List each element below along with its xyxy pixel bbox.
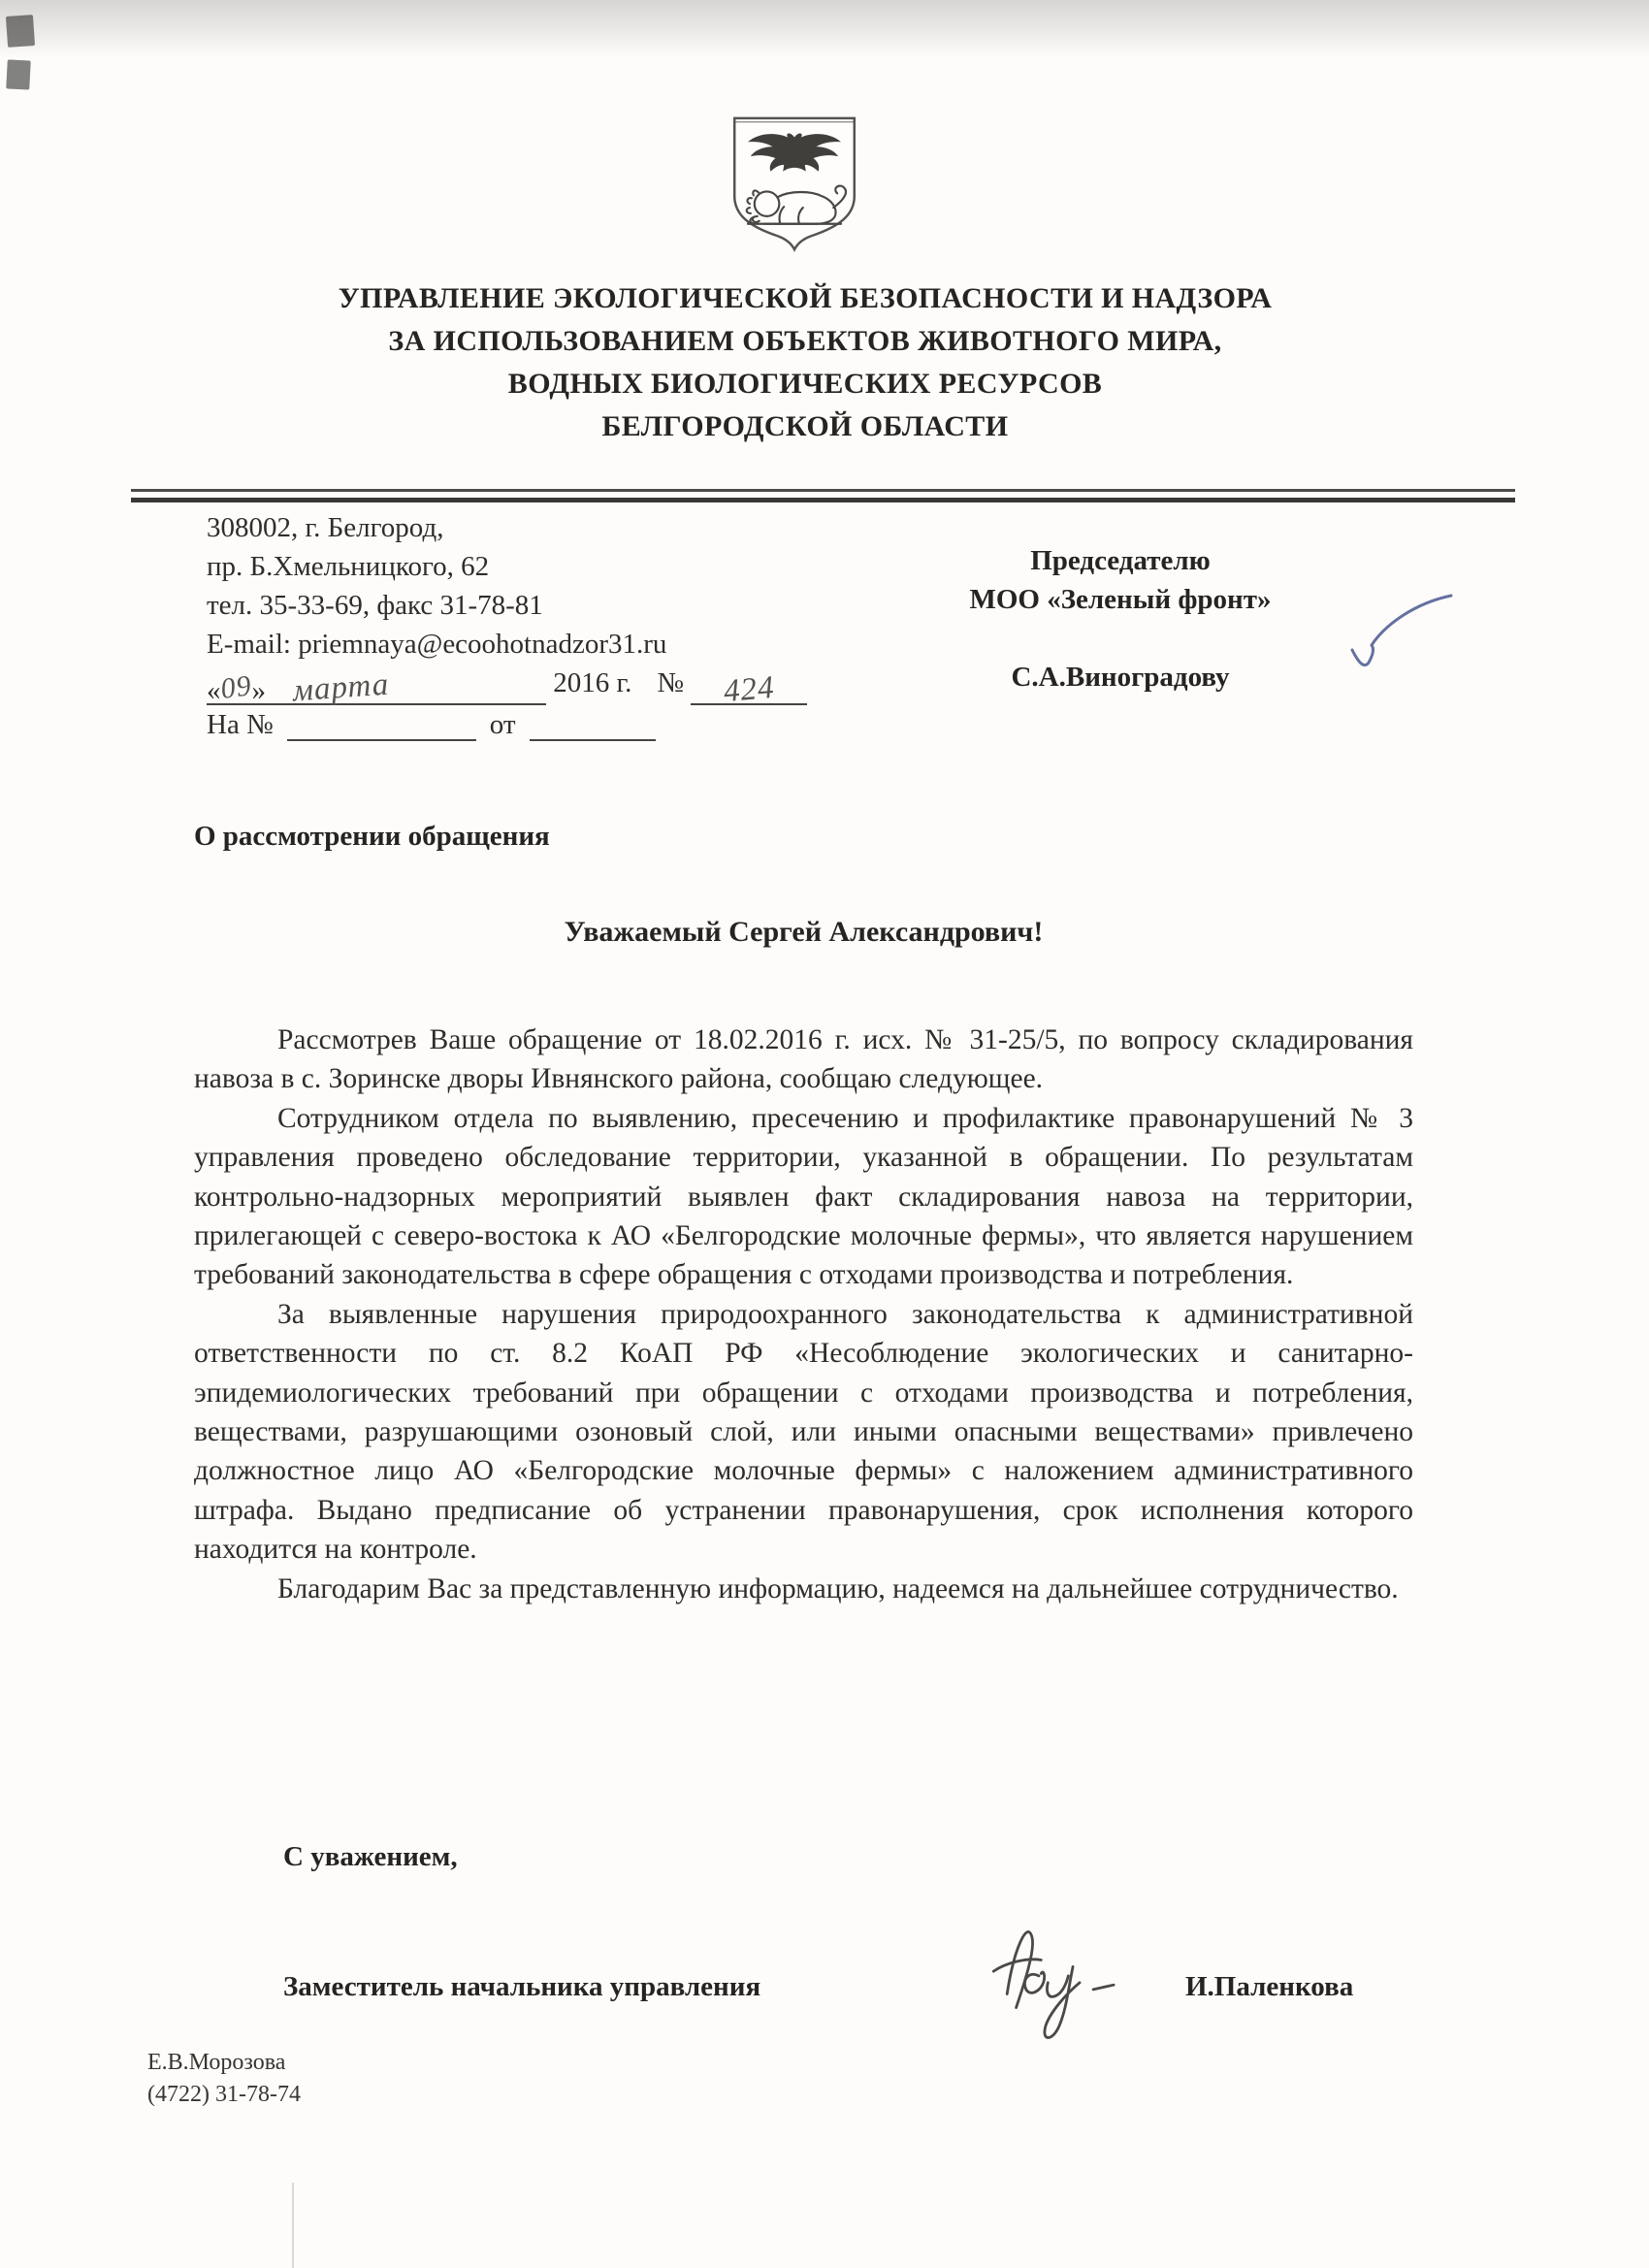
- quote-open: «: [207, 675, 221, 706]
- organization-name-line: ВОДНЫХ БИОЛОГИЧЕСКИХ РЕСУРСОВ: [507, 368, 1103, 400]
- organization-name-line: ЗА ИСПОЛЬЗОВАНИЕМ ОБЪЕКТОВ ЖИВОТНОГО МИРА,: [388, 325, 1222, 357]
- executor-phone: (4722) 31-78-74: [147, 2082, 301, 2107]
- reference-prefix: На №: [207, 709, 274, 740]
- sender-street: пр. Б.Хмельницкого, 62: [207, 551, 490, 582]
- letterhead-divider: [131, 489, 1515, 502]
- signer-title: Заместитель начальника управления: [283, 1971, 761, 2002]
- body-paragraph: Рассмотрев Ваше обращение от 18.02.2016 г. исх. № 31-25/5, по вопросу складирования навоза в с. Зоринске дворы Ивнянского района, сообщаю следующее.: [194, 1024, 1413, 1095]
- letter-body: [194, 1021, 1413, 1608]
- handwritten-month: марта: [291, 666, 391, 709]
- sender-email: E-mail: priemnaya@ecoohotnadzor31.ru: [207, 629, 667, 660]
- signer-name: И.Паленкова: [1185, 1971, 1354, 2002]
- number-sign: №: [657, 667, 685, 698]
- body-paragraph: За выявленные нарушения природоохранного законодательства к административной ответственности по ст. 8.2 КоАП РФ «Несоблюдение экологических и санитарно-эпидемиологических требований при обращении с отходами производства и потребления, веществами, разрушающими озоновый слой, или иными опасными веществами» привлечено должностное лицо АО «Белгородские молочные фермы» с наложением административного штрафа. Выдано предписание об устранении правонарушения, срок исполнения которого находится на контроле.: [194, 1298, 1413, 1566]
- sender-phones: тел. 35-33-69, факс 31-78-81: [207, 590, 543, 621]
- reference-line: [207, 705, 807, 744]
- reference-number-blank: [287, 706, 476, 741]
- scan-artifact: [6, 15, 35, 48]
- organization-name-line: БЕЛГОРОДСКОЙ ОБЛАСТИ: [601, 410, 1009, 442]
- body-paragraph: Благодарим Вас за представленную информацию, надеемся на дальнейшее сотрудничество.: [277, 1572, 1399, 1604]
- addressee-organization: МОО «Зеленый фронт»: [969, 584, 1272, 615]
- handwritten-signature: [951, 1903, 1154, 2051]
- coat-of-arms-icon: [723, 113, 866, 260]
- organization-name-line: УПРАВЛЕНИЕ ЭКОЛОГИЧЕСКОЙ БЕЗОПАСНОСТИ И НАДЗОРА: [338, 282, 1273, 314]
- scan-edge-shadow: [0, 0, 1649, 58]
- executor-block: [147, 2047, 301, 2111]
- handwritten-day: 09: [217, 668, 254, 706]
- letter-date-line: [207, 664, 807, 710]
- reference-from-label: от: [489, 709, 516, 740]
- date-blank-underline: [207, 666, 546, 709]
- sender-requisites: [207, 508, 807, 744]
- valediction: С уважением,: [283, 1841, 458, 1872]
- executor-name: Е.В.Морозова: [147, 2050, 286, 2075]
- subject-line: О рассмотрении обращения: [194, 821, 550, 852]
- number-blank-underline: [691, 669, 807, 710]
- sender-postal-code: 308002, г. Белгород,: [207, 512, 444, 543]
- addressee-name: С.А.Виноградову: [1011, 662, 1230, 693]
- pen-checkmark-annotation: [1337, 590, 1465, 698]
- salutation: Уважаемый Сергей Александрович!: [564, 916, 1044, 948]
- scan-artifact: [292, 2183, 294, 2268]
- reference-date-blank: [530, 706, 656, 741]
- handwritten-outgoing-number: 424: [722, 669, 777, 710]
- quote-close: »: [251, 675, 266, 706]
- year-label: 2016 г.: [553, 667, 632, 698]
- body-paragraph: Сотрудником отдела по выявлению, пресечению и профилактике правонарушений № 3 управления проведено обследование территории, указанной в обращении. По результатам контрольно-надзорных мероприятий выявлен факт складирования навоза на территории, прилегающей с северо-востока к АО «Белгородские молочные фермы», что является нарушением требований законодательства в сфере обращения с отходами производства и потребления.: [194, 1102, 1413, 1291]
- scan-artifact: [6, 59, 31, 89]
- addressee-title: Председателю: [1030, 545, 1211, 576]
- addressee-block: [955, 541, 1285, 697]
- organization-name: [160, 277, 1450, 448]
